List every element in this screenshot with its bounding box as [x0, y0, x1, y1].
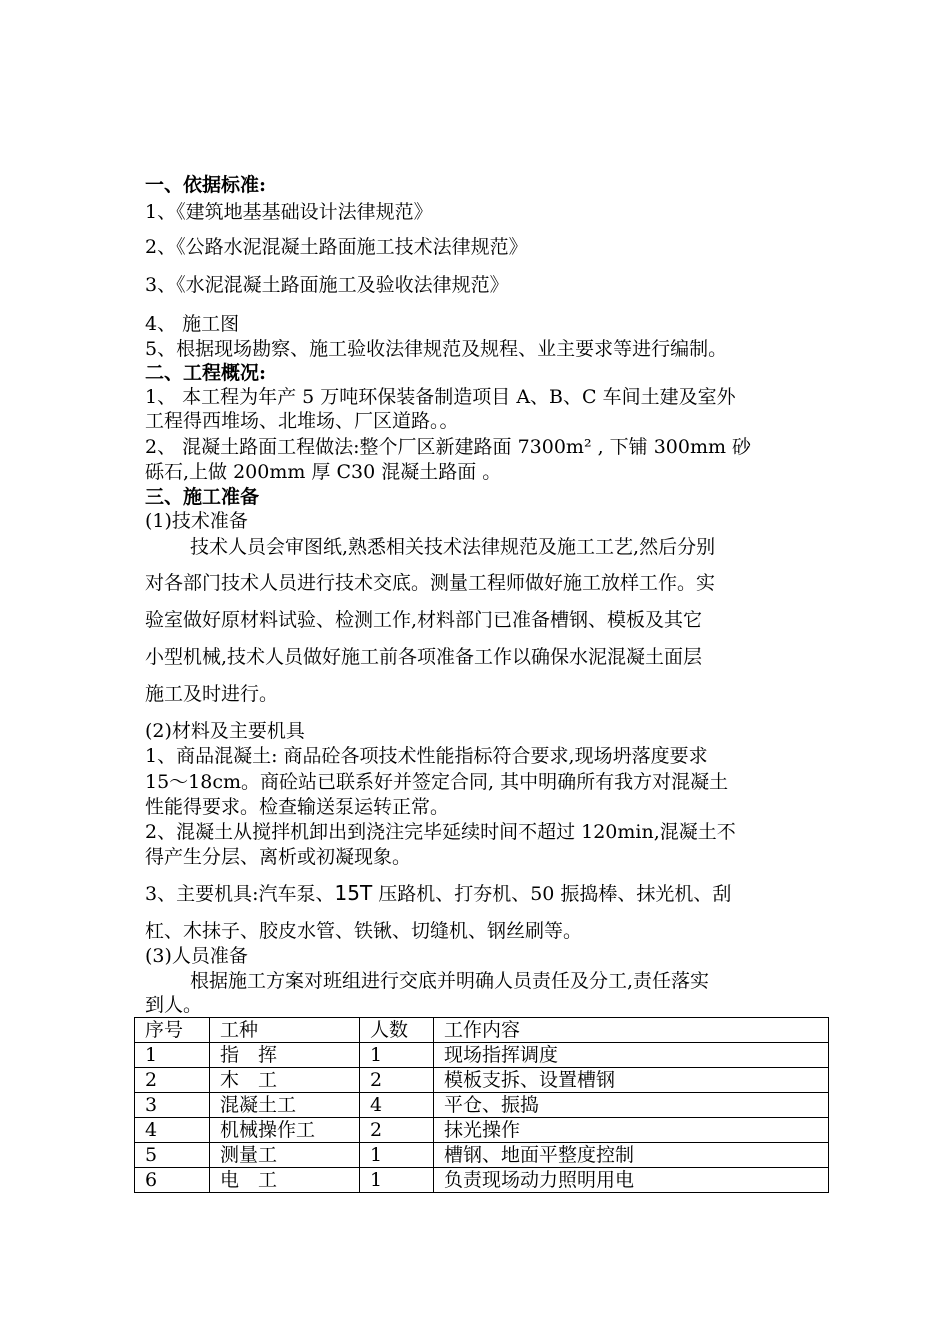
- material-item-2-line-1: 2、混凝土从搅拌机卸出到浇注完毕延续时间不超过 120min,混凝土不: [145, 821, 736, 843]
- table-cell: 1: [135, 1043, 210, 1068]
- table-cell: 4: [360, 1093, 434, 1118]
- tech-prep-para-line-5: 施工及时进行。: [145, 683, 279, 705]
- table-cell: 抹光操作: [434, 1118, 829, 1143]
- tech-prep-heading: (1)技术准备: [145, 510, 248, 532]
- section-heading-preparation: 三、施工准备: [145, 486, 260, 508]
- table-cell: 5: [135, 1143, 210, 1168]
- table-cell: 测量工: [210, 1143, 360, 1168]
- standard-item-2: 2、《公路水泥混凝土路面施工技术法律规范》: [145, 236, 528, 258]
- table-header-row: [135, 1018, 829, 1043]
- staff-table: [134, 1017, 829, 1193]
- table-row: [135, 1068, 829, 1093]
- machines-line-1: [145, 882, 825, 905]
- overview-item-1-line-2: 工程得西堆场、北堆场、厂区道路。。: [145, 410, 459, 432]
- machines-15t: 15T: [334, 881, 373, 905]
- table-row: [135, 1043, 829, 1068]
- table-row: [135, 1093, 829, 1118]
- tech-prep-para-line-2: 对各部门技术人员进行技术交底。测量工程师做好施工放样工作。实: [145, 572, 716, 594]
- table-cell: 1: [360, 1043, 434, 1068]
- machines-rest: 压路机、打夯机、50 振捣棒、抹光机、刮: [372, 883, 732, 905]
- header-cell-count: 人数: [360, 1018, 434, 1043]
- table-cell: 平仓、振捣: [434, 1093, 829, 1118]
- material-item-1-line-3: 性能得要求。检查输送泵运转正常。: [145, 796, 450, 818]
- machines-prefix: 3、主要机具:汽车泵、: [145, 883, 335, 905]
- material-item-1-line-2: 15～18cm。商砼站已联系好并签定合同, 其中明确所有我方对混凝土: [145, 771, 729, 793]
- material-prep-heading: (2)材料及主要机具: [145, 720, 305, 742]
- header-cell-trade: 工种: [210, 1018, 360, 1043]
- material-item-2-line-2: 得产生分层、离析或初凝现象。: [145, 846, 412, 868]
- overview-item-2-line-2: 砾石,上做 200mm 厚 C30 混凝土路面 。: [145, 461, 502, 483]
- machines-line-2: 杠、木抹子、胶皮水管、铁锹、切缝机、钢丝刷等。: [145, 920, 583, 942]
- table-cell: 2: [360, 1118, 434, 1143]
- header-cell-duty: 工作内容: [434, 1018, 829, 1043]
- standard-item-5: 5、根据现场勘察、施工验收法律规范及规程、业主要求等进行编制。: [145, 338, 728, 360]
- section-heading-standards: 一、依据标准:: [145, 174, 267, 196]
- standard-item-4: 4、 施工图: [145, 313, 240, 335]
- table-cell: 机械操作工: [210, 1118, 360, 1143]
- table-cell: 模板支拆、设置槽钢: [434, 1068, 829, 1093]
- table-cell: 1: [360, 1168, 434, 1193]
- table-cell: 槽钢、地面平整度控制: [434, 1143, 829, 1168]
- table-cell: 负责现场动力照明用电: [434, 1168, 829, 1193]
- table-cell: 指 挥: [210, 1043, 360, 1068]
- table-cell: 2: [135, 1068, 210, 1093]
- staff-prep-para-line-2: 到人。: [145, 994, 203, 1016]
- standard-item-3: 3、《水泥混凝土路面施工及验收法律规范》: [145, 274, 509, 296]
- tech-prep-para-line-3: 验室做好原材料试验、检测工作,材料部门已准备槽钢、模板及其它: [145, 609, 703, 631]
- overview-item-1-line-1: 1、 本工程为年产 5 万吨环保装备制造项目 A、B、C 车间土建及室外: [145, 386, 736, 408]
- table-cell: 电 工: [210, 1168, 360, 1193]
- table-cell: 4: [135, 1118, 210, 1143]
- tech-prep-para-line-4: 小型机械,技术人员做好施工前各项准备工作以确保水泥混凝土面层: [145, 646, 703, 668]
- staff-prep-para-line-1: 根据施工方案对班组进行交底并明确人员责任及分工,责任落实: [190, 970, 710, 992]
- table-cell: 现场指挥调度: [434, 1043, 829, 1068]
- table-cell: 混凝土工: [210, 1093, 360, 1118]
- table-cell: 1: [360, 1143, 434, 1168]
- section-heading-overview: 二、工程概况:: [145, 362, 267, 384]
- table-row: [135, 1118, 829, 1143]
- table-cell: 2: [360, 1068, 434, 1093]
- table-cell: 3: [135, 1093, 210, 1118]
- table-row: [135, 1143, 829, 1168]
- table-cell: 6: [135, 1168, 210, 1193]
- header-cell-index: 序号: [135, 1018, 210, 1043]
- standard-item-1: 1、《建筑地基基础设计法律规范》: [145, 201, 433, 223]
- staff-prep-heading: (3)人员准备: [145, 945, 248, 967]
- material-item-1-line-1: 1、商品混凝土: 商品砼各项技术性能指标符合要求,现场坍落度要求: [145, 745, 708, 767]
- table-cell: 木 工: [210, 1068, 360, 1093]
- overview-item-2-line-1: 2、 混凝土路面工程做法:整个厂区新建路面 7300m² , 下铺 300mm 砂: [145, 436, 752, 458]
- table-row: [135, 1168, 829, 1193]
- tech-prep-para-line-1: 技术人员会审图纸,熟悉相关技术法律规范及施工工艺,然后分别: [190, 536, 716, 558]
